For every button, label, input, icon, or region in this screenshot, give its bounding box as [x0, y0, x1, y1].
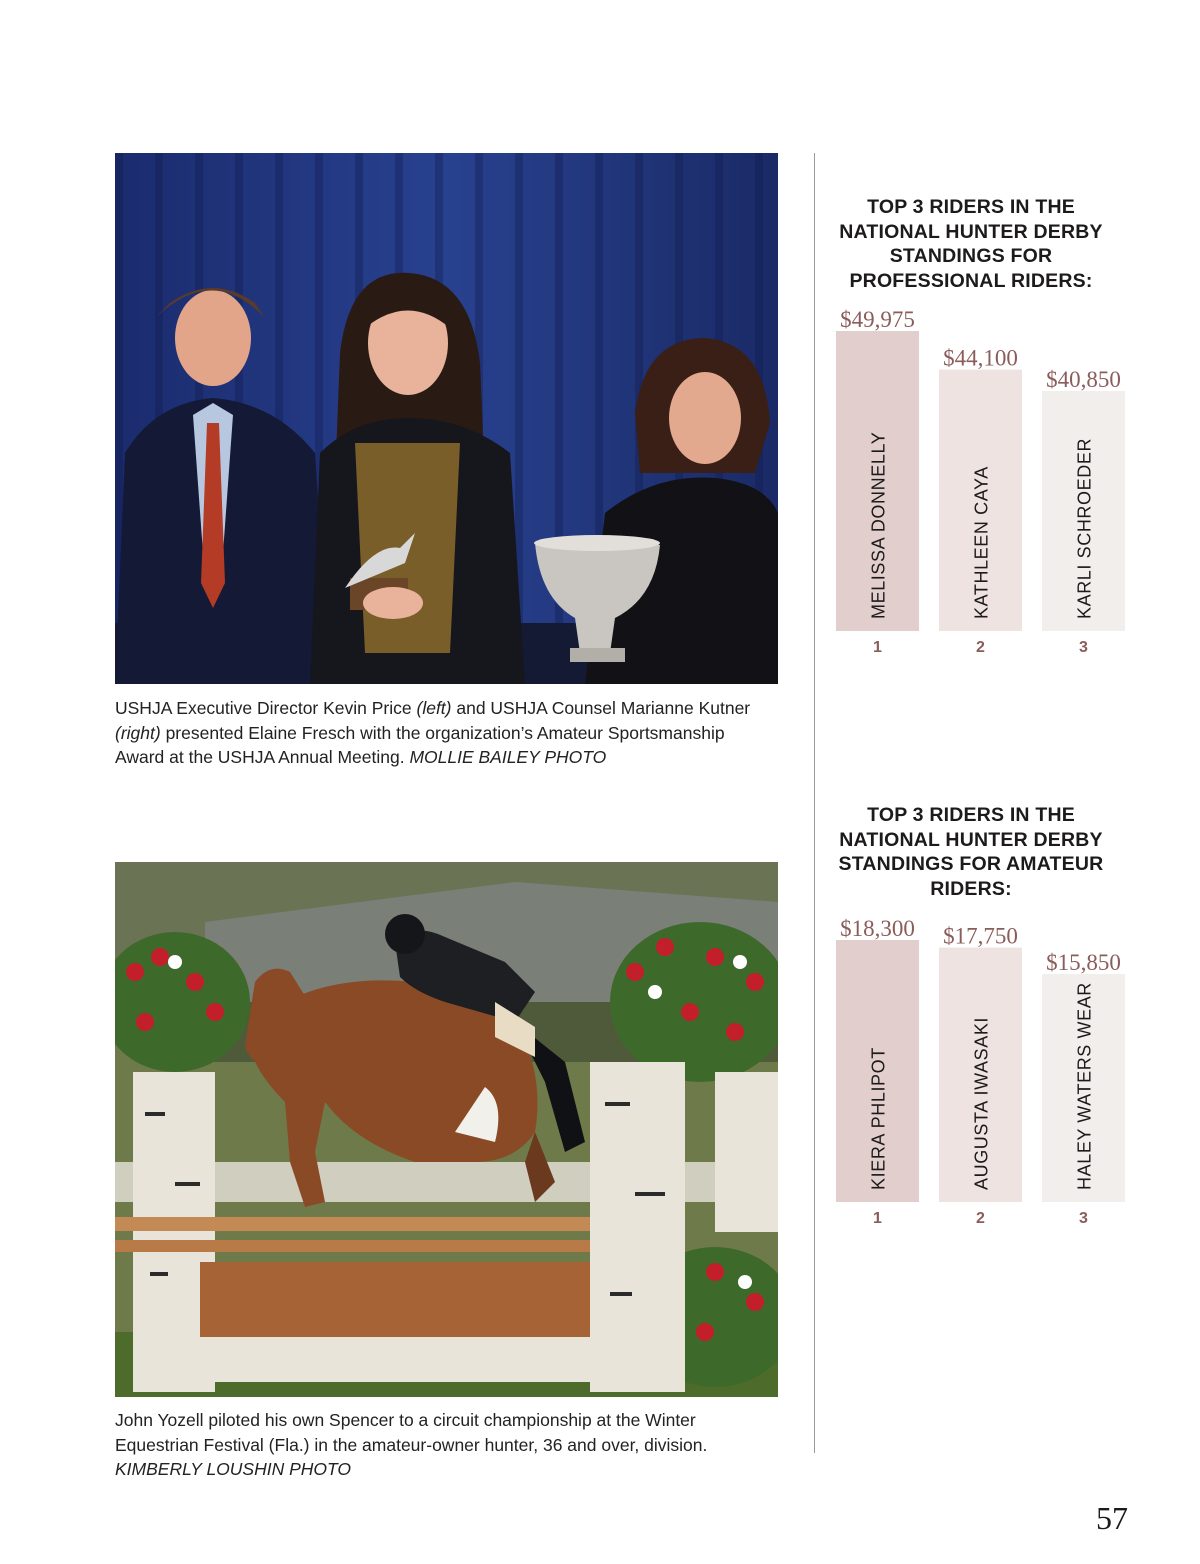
caption-text: presented Elaine Fresch with the organization’s Amateur Sportsmanship Award at the USHJA Annual Meeting. [115, 722, 725, 767]
caption-text: John Yozell piloted his own Spencer to a circuit championship at the Winter Equestrian Festival (Fla.) in the amateur-owner hunter, 36 and over, division. [115, 1410, 708, 1455]
award-ceremony-photo [115, 153, 778, 684]
caption-text: USHJA Executive Director Kevin Price [115, 698, 417, 718]
horse-jumping-photo [115, 862, 778, 1397]
rank-label: 1 [873, 1210, 882, 1227]
photo-credit: KIMBERLY LOUSHIN PHOTO [115, 1459, 352, 1479]
rider-name-label: KIERA PHLIPOT [868, 1047, 889, 1190]
rider-name-label: HALEY WATERS WEAR [1074, 982, 1095, 1190]
bar-value-label: $15,850 [1046, 950, 1121, 975]
photo-caption [115, 1408, 755, 1482]
rider-name-label: KARLI SCHROEDER [1074, 437, 1095, 619]
rider-name-label: KATHLEEN CAYA [971, 466, 992, 619]
rank-label: 3 [1079, 1210, 1088, 1227]
bar-value-label: $18,300 [840, 916, 915, 941]
caption-text: and USHJA Counsel Marianne Kutner [451, 698, 751, 718]
rider-name-label: MELISSA DONNELLY [868, 431, 889, 619]
rank-label: 3 [1079, 639, 1088, 656]
bar-value-label: $17,750 [943, 923, 1018, 949]
photo-credit: MOLLIE BAILEY PHOTO [409, 747, 607, 767]
caption-text: (right) [115, 722, 161, 743]
bar-value-label: $49,975 [840, 307, 915, 332]
rank-label: 1 [873, 639, 882, 656]
rank-label: 2 [976, 1210, 985, 1227]
amateur-chart-title: TOP 3 RIDERS IN THE NATIONAL HUNTER DERBY STANDINGS FOR AMATEUR RIDERS: [838, 804, 1104, 900]
bar-value-label: $40,850 [1046, 367, 1121, 392]
bar-value-label: $44,100 [943, 345, 1018, 371]
amateur-chart-svg [830, 912, 1135, 1242]
amateur-riders-bar-chart [830, 912, 1135, 1242]
rider-name-label: AUGUSTA IWASAKI [971, 1016, 992, 1190]
column-divider [814, 153, 815, 1453]
professional-chart-title: TOP 3 RIDERS IN THE NATIONAL HUNTER DERBY STANDINGS FOR PROFESSIONAL RIDERS: [839, 196, 1103, 292]
page-number: 57 [1096, 1500, 1128, 1536]
professional-riders-bar-chart [830, 300, 1135, 670]
professional-chart-svg [830, 300, 1135, 670]
photo-caption [115, 696, 755, 770]
rank-label: 2 [976, 639, 985, 656]
caption-text: (left) [416, 698, 452, 718]
